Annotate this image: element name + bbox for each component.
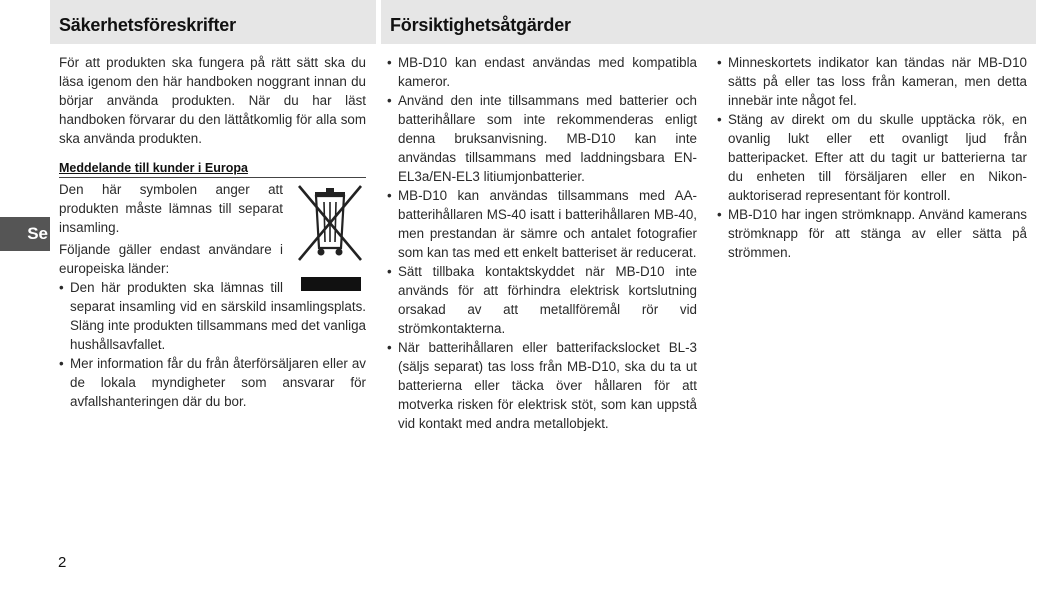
section-header-safety: Säkerhetsföreskrifter xyxy=(50,0,376,44)
list-item: • Använd den inte tillsammans med batterier och batterihållare som inte rekommenderas enligt denna bruksanvisning. MB-D10 kan inte användas tillsammans med laddningsbara EN-EL3a/EN-EL3 litiumjonbatterier. xyxy=(387,91,697,186)
list-item: • Stäng av direkt om du skulle upptäcka rök, en ovanlig lukt eller ett ovanligt ljud från batteripacket. Efter att du tagit ur batterierna tar du enheten till försäljaren eller en Nikon-auktoriserad representant för kontroll. xyxy=(717,110,1027,205)
list-item: • MB-D10 kan användas tillsammans med AA-batterihållaren MS-40 isatt i batterihållaren MB-40, men prestandan är sämre och antalet fotografier som kan tas med ett enkelt batteriset är reducerat. xyxy=(387,186,697,262)
list-item: • MB-D10 kan endast användas med kompatibla kameror. xyxy=(387,53,697,91)
notice-bullet-list xyxy=(59,278,366,411)
language-tab: Se xyxy=(0,217,50,251)
column-safety xyxy=(59,53,366,411)
list-item: • MB-D10 har ingen strömknapp. Använd kamerans strömknapp för att stänga av eller sätta på strömmen. xyxy=(717,205,1027,262)
notice-heading: Meddelande till kunder i Europa xyxy=(59,160,366,178)
list-item: • Minneskortets indikator kan tändas när MB-D10 sätts på eller tas loss från kameran, men detta innebär inte något fel. xyxy=(717,53,1027,110)
column-precautions-1 xyxy=(387,53,697,433)
list-item: • Den här produkten ska lämnas till separat insamling vid en särskild insamlingsplats. Släng inte produkten tillsammans med det vanliga hushållsavfallet. xyxy=(59,278,366,354)
list-item: • När batterihållaren eller batterifackslocket BL-3 (säljs separat) tas loss från MB-D10, ska du ta ut batterierna eller täcka över hållaren för att motverka risken för elektrisk stöt, som kan uppstå vid kontakt med andra metallobjekt. xyxy=(387,338,697,433)
list-item: • Sätt tillbaka kontaktskyddet när MB-D10 inte används för att förhindra elektrisk kortslutning orsakad av att metallföremål rör vid strömkontakterna. xyxy=(387,262,697,338)
precautions-list-1 xyxy=(387,53,697,433)
page-number: 2 xyxy=(58,554,67,571)
precautions-list-2 xyxy=(717,53,1027,262)
intro-paragraph: För att produkten ska fungera på rätt sätt ska du läsa igenom den här handboken noggrant innan du börjar använda produkten. När du har läst handboken förvarar du den lättåtkomlig för alla som ska använda produkten. xyxy=(59,55,366,146)
notice-section xyxy=(59,180,366,411)
notice-paragraph-1: Den här symbolen anger att produkten måste lämnas till separat insamling. xyxy=(59,182,283,235)
section-header-precautions: Försiktighetsåtgärder xyxy=(381,0,1036,44)
column-precautions-2 xyxy=(717,53,1027,262)
notice-paragraph-2: Följande gäller endast användare i europeiska länder: xyxy=(59,242,283,276)
list-item: • Mer information får du från återförsäljaren eller av de lokala myndigheter som ansvarar för avfallshanteringen där du bor. xyxy=(59,354,366,411)
